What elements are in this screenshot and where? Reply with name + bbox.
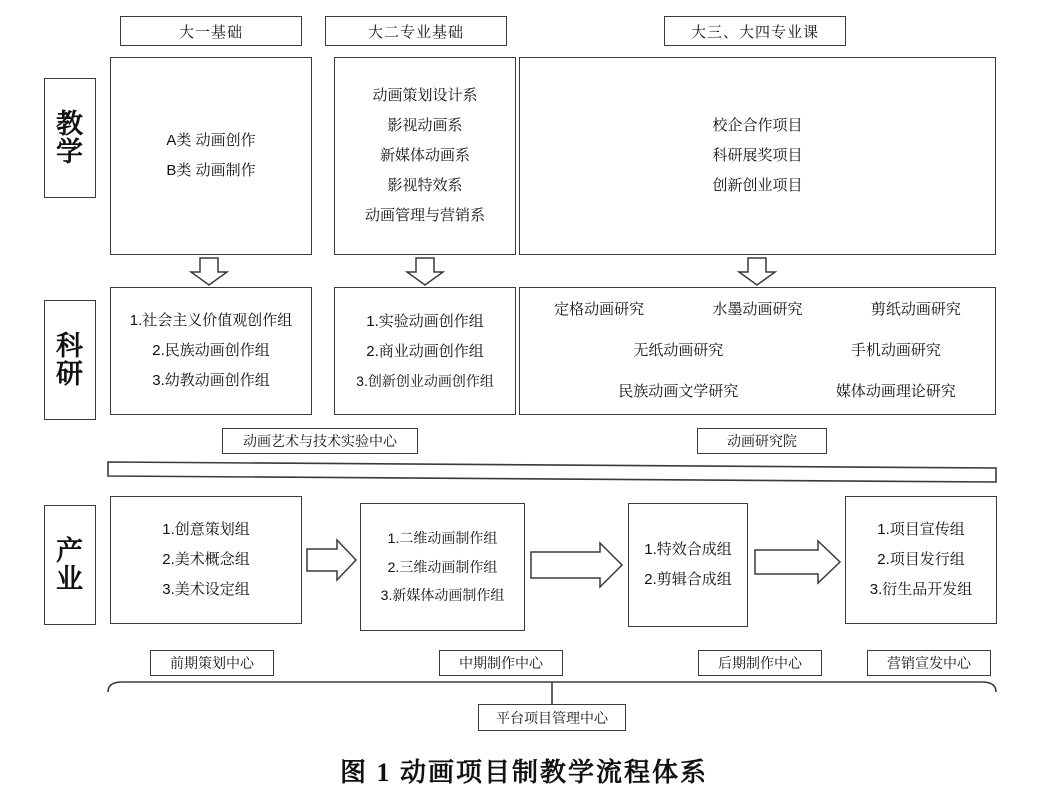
research-year1-item-1: 1.社会主义价值观创作组	[129, 312, 293, 329]
column-header-year34	[664, 16, 846, 46]
center-label-mid-production	[439, 650, 563, 676]
row-label-industry-char1: 产	[56, 535, 84, 566]
arrow-down-year34	[739, 258, 775, 285]
center-label-platform-management-text: 平台项目管理中心	[496, 709, 608, 726]
figure-caption: 图 1 动画项目制教学流程体系	[339, 758, 708, 787]
teaching-year34-item-1: 校企合作项目	[712, 117, 803, 134]
teaching-year2-item-4: 影视特效系	[387, 177, 463, 194]
industry-stage4-item-3: 3.衍生品开发组	[869, 581, 973, 598]
row-label-teaching-char1: 教	[56, 108, 84, 139]
industry-stage1-item-2: 2.美术概念组	[162, 551, 250, 568]
arrow-down-year2	[407, 258, 443, 285]
industry-stage1-item-1: 1.创意策划组	[162, 521, 250, 538]
research-year2-item-2: 2.商业动画创作组	[366, 342, 484, 360]
teaching-year34-item-3: 创新创业项目	[712, 177, 803, 194]
research-year34-item-3: 剪纸动画研究	[870, 300, 961, 318]
research-box-year2	[334, 287, 516, 415]
arrow-down-year1	[191, 258, 227, 285]
column-header-year1-label: 大一基础	[178, 23, 243, 41]
research-year34-item-4: 无纸动画研究	[633, 341, 724, 359]
center-label-platform-management	[478, 704, 626, 731]
brace-research-to-industry	[108, 462, 996, 482]
industry-stage4-item-1: 1.项目宣传组	[877, 521, 965, 538]
teaching-year2-item-5: 动画管理与营销系	[364, 207, 485, 224]
industry-box-stage2	[360, 503, 525, 631]
row-label-teaching	[44, 78, 96, 198]
arrow-right-stage1-stage2	[307, 540, 356, 580]
research-year2-item-3: 3.创新创业动画创作组	[356, 372, 494, 389]
arrow-right-stage3-stage4	[755, 541, 840, 583]
research-year34-item-1: 定格动画研究	[554, 300, 645, 318]
row-label-industry	[44, 505, 96, 625]
teaching-year1-item-2: B类 动画制作	[166, 162, 256, 179]
teaching-box-year34	[519, 57, 996, 255]
research-year34-item-7: 媒体动画理论研究	[835, 383, 956, 401]
center-label-mid-production-text: 中期制作中心	[459, 655, 543, 671]
industry-box-stage3	[628, 503, 748, 627]
center-label-marketing	[867, 650, 991, 676]
industry-stage3-item-2: 2.剪辑合成组	[644, 571, 732, 588]
row-label-research-char1: 科	[56, 330, 84, 361]
research-year34-item-2: 水墨动画研究	[712, 300, 803, 318]
industry-stage2-item-3: 3.新媒体动画制作组	[380, 587, 505, 604]
row-label-research-char2: 研	[56, 359, 84, 389]
column-header-year1	[120, 16, 302, 46]
research-box-year1	[110, 287, 312, 415]
center-label-lab-center-text: 动画艺术与技术实验中心	[243, 433, 397, 449]
center-label-post-production-text: 后期制作中心	[718, 655, 802, 671]
teaching-year2-item-3: 新媒体动画系	[379, 147, 470, 164]
center-label-pre-production-text: 前期策划中心	[170, 655, 254, 671]
row-label-industry-char2: 业	[56, 564, 84, 594]
research-year34-item-6: 民族动画文学研究	[618, 383, 739, 401]
industry-box-stage4	[845, 496, 997, 624]
arrow-right-stage2-stage3	[531, 543, 622, 587]
column-header-year2-label: 大二专业基础	[367, 23, 464, 41]
teaching-year2-item-2: 影视动画系	[387, 117, 463, 134]
industry-box-stage1	[110, 496, 302, 624]
industry-stage2-item-1: 1.二维动画制作组	[387, 529, 498, 546]
center-label-research-institute	[697, 428, 827, 454]
column-header-year34-label: 大三、大四专业课	[690, 23, 819, 41]
research-year1-item-2: 2.民族动画创作组	[152, 342, 270, 359]
industry-stage1-item-3: 3.美术设定组	[162, 581, 250, 598]
teaching-year34-item-2: 科研展奖项目	[712, 147, 803, 164]
center-label-research-institute-text: 动画研究院	[727, 433, 797, 449]
industry-stage4-item-2: 2.项目发行组	[877, 551, 965, 568]
teaching-year2-item-1: 动画策划设计系	[372, 87, 478, 104]
brace-platform	[108, 682, 996, 692]
column-header-year2	[325, 16, 507, 46]
industry-stage2-item-2: 2.三维动画制作组	[387, 558, 498, 575]
research-year2-item-1: 1.实验动画创作组	[366, 312, 484, 330]
industry-stage3-item-1: 1.特效合成组	[644, 541, 732, 558]
center-label-post-production	[698, 650, 822, 676]
center-label-lab-center	[222, 428, 418, 454]
research-box-year34	[519, 287, 996, 415]
research-year1-item-3: 3.幼教动画创作组	[152, 372, 270, 389]
teaching-year1-item-1: A类 动画创作	[166, 132, 256, 149]
row-label-research	[44, 300, 96, 420]
center-label-marketing-text: 营销宣发中心	[887, 655, 971, 671]
center-label-pre-production	[150, 650, 274, 676]
row-label-teaching-char2: 学	[56, 137, 84, 167]
research-year34-item-5: 手机动画研究	[850, 341, 941, 359]
teaching-box-year1	[110, 57, 312, 255]
teaching-box-year2	[334, 57, 516, 255]
